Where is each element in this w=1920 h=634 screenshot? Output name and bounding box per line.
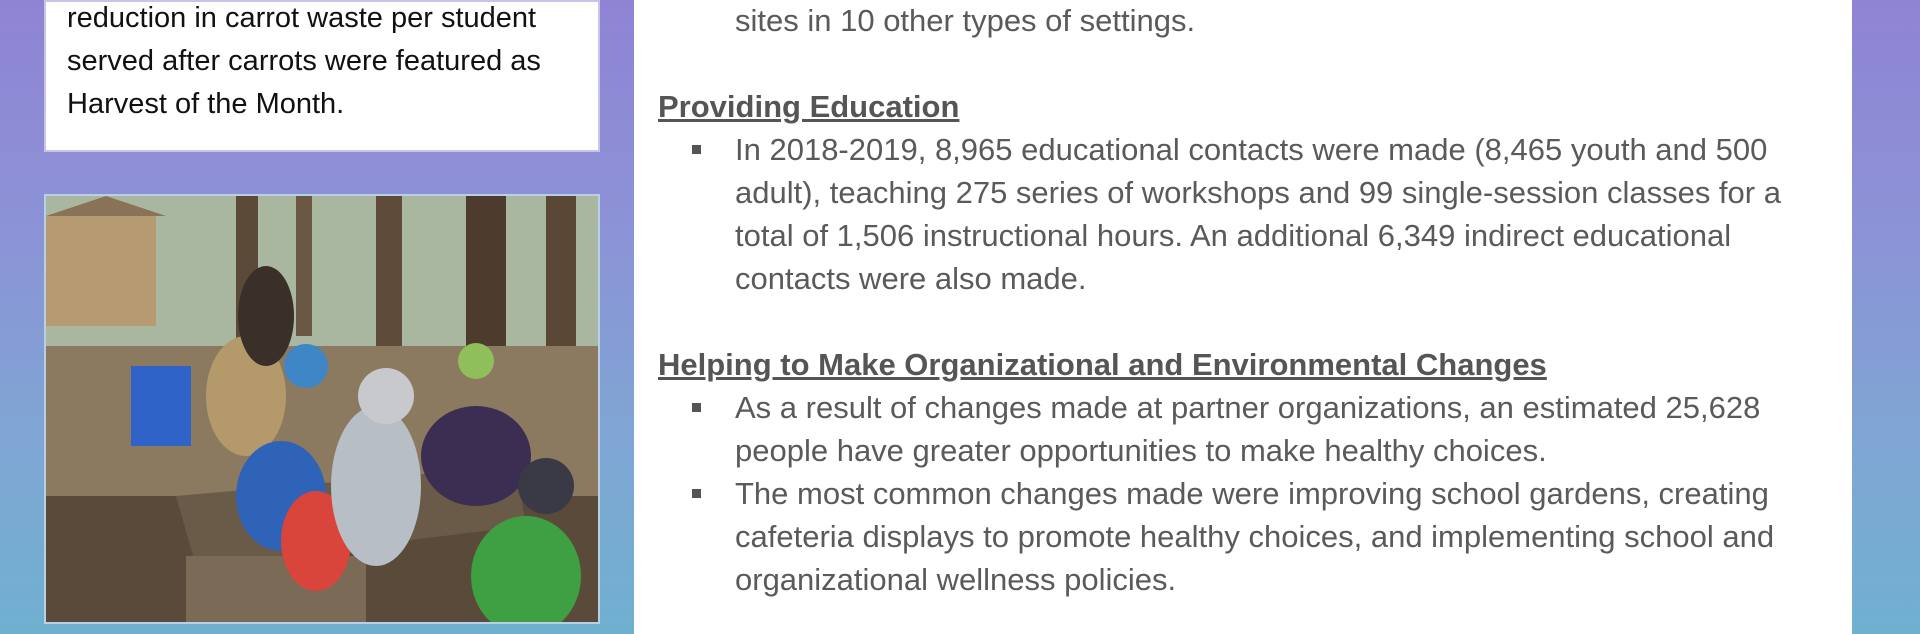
- list-item: [658, 128, 1832, 300]
- bullet-square-icon: [692, 403, 701, 412]
- main-content-panel: [634, 0, 1852, 634]
- list-item: [658, 386, 1832, 472]
- list-item: [658, 472, 1832, 601]
- bullet-text: In 2018-2019, 8,965 educational contacts were made (8,465 youth and 500 adult), teaching 275 series of workshops and 99 single-session classes for a total of 1,506 instructional hours. An additional 6,349 indirect educational contacts were also made.: [735, 132, 1781, 296]
- section-heading-changes: Helping to Make Organizational and Environmental Changes: [658, 347, 1547, 382]
- callout-box: [44, 0, 600, 152]
- intro-tail-text: sites in 10 other types of settings.: [735, 3, 1196, 38]
- photo-illustration: [46, 196, 598, 622]
- bullet-square-icon: [692, 145, 701, 154]
- callout-text: reduction in carrot waste per student served after carrots were featured as Harvest of the Month.: [67, 2, 541, 120]
- bullet-text: As a result of changes made at partner organizations, an estimated 25,628 people have greater opportunities to make healthy choices.: [735, 390, 1761, 468]
- content-body: [658, 0, 1832, 601]
- bullet-text: The most common changes made were improving school gardens, creating cafeteria displays to promote healthy choices, and implementing school and organizational wellness policies.: [735, 476, 1775, 597]
- children-at-picnic-table-photo: [44, 194, 600, 624]
- bullet-square-icon: [692, 489, 701, 498]
- education-bullet-list: [658, 128, 1832, 300]
- changes-bullet-list: [658, 386, 1832, 601]
- section-heading-education: Providing Education: [658, 89, 960, 124]
